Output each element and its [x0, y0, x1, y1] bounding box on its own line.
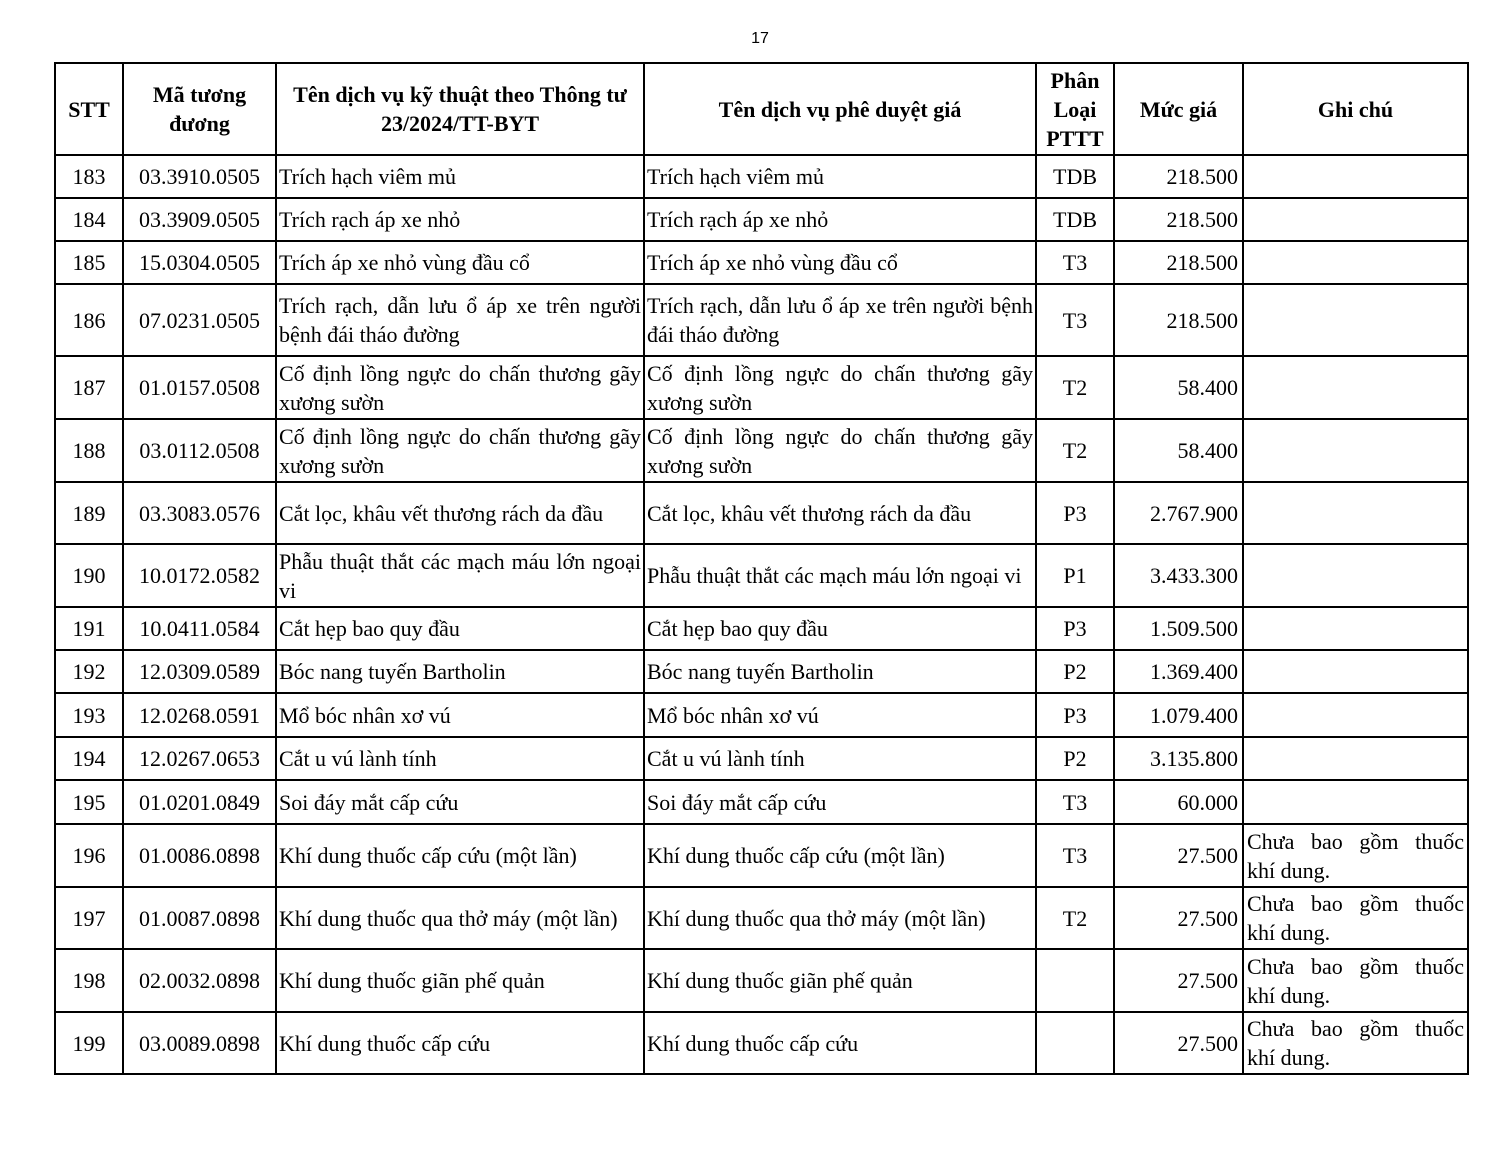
cell-stt: 193 [55, 693, 123, 737]
cell-service-name: Khí dung thuốc qua thở máy (một lần) [276, 887, 644, 949]
cell-approved-name: Trích hạch viêm mủ [644, 155, 1036, 198]
cell-stt: 188 [55, 419, 123, 482]
cell-approved-name: Mổ bóc nhân xơ vú [644, 693, 1036, 737]
cell-category: P3 [1036, 693, 1114, 737]
cell-category: T3 [1036, 824, 1114, 887]
table-row [55, 419, 1468, 482]
cell-service-name: Mổ bóc nhân xơ vú [276, 693, 644, 737]
cell-service-name: Khí dung thuốc cấp cứu (một lần) [276, 824, 644, 887]
cell-note [1243, 155, 1468, 198]
cell-stt: 184 [55, 198, 123, 241]
cell-note [1243, 356, 1468, 419]
cell-code: 01.0087.0898 [123, 887, 276, 949]
cell-category: T2 [1036, 419, 1114, 482]
cell-note [1243, 241, 1468, 284]
cell-approved-name: Trích rạch áp xe nhỏ [644, 198, 1036, 241]
cell-stt: 194 [55, 737, 123, 780]
cell-stt: 192 [55, 650, 123, 693]
cell-category: P3 [1036, 482, 1114, 544]
cell-note: Chưa bao gồm thuốc khí dung. [1243, 887, 1468, 949]
cell-code: 12.0309.0589 [123, 650, 276, 693]
table-row [55, 544, 1468, 607]
table-row [55, 1012, 1468, 1074]
cell-service-name: Trích rạch áp xe nhỏ [276, 198, 644, 241]
table-row [55, 607, 1468, 650]
cell-note [1243, 693, 1468, 737]
cell-price: 218.500 [1114, 155, 1243, 198]
header-note: Ghi chú [1243, 63, 1468, 155]
cell-note [1243, 737, 1468, 780]
cell-stt: 197 [55, 887, 123, 949]
cell-service-name: Bóc nang tuyến Bartholin [276, 650, 644, 693]
cell-price: 218.500 [1114, 284, 1243, 356]
cell-approved-name: Cố định lồng ngực do chấn thương gãy xương sườn [644, 419, 1036, 482]
cell-category: TDB [1036, 198, 1114, 241]
cell-note: Chưa bao gồm thuốc khí dung. [1243, 949, 1468, 1012]
cell-price: 1.509.500 [1114, 607, 1243, 650]
cell-category [1036, 1012, 1114, 1074]
cell-stt: 186 [55, 284, 123, 356]
cell-approved-name: Cố định lồng ngực do chấn thương gãy xương sườn [644, 356, 1036, 419]
cell-service-name: Cắt hẹp bao quy đầu [276, 607, 644, 650]
cell-code: 03.3083.0576 [123, 482, 276, 544]
cell-price: 27.500 [1114, 949, 1243, 1012]
cell-price: 27.500 [1114, 824, 1243, 887]
cell-code: 01.0201.0849 [123, 780, 276, 824]
page-number: 17 [751, 30, 769, 47]
table-row [55, 284, 1468, 356]
price-table [54, 62, 1469, 1075]
cell-approved-name: Khí dung thuốc cấp cứu [644, 1012, 1036, 1074]
cell-stt: 187 [55, 356, 123, 419]
table-row [55, 737, 1468, 780]
cell-approved-name: Soi đáy mắt cấp cứu [644, 780, 1036, 824]
cell-note [1243, 482, 1468, 544]
cell-price: 58.400 [1114, 419, 1243, 482]
cell-approved-name: Cắt hẹp bao quy đầu [644, 607, 1036, 650]
cell-note: Chưa bao gồm thuốc khí dung. [1243, 824, 1468, 887]
header-row [55, 63, 1468, 155]
cell-service-name: Khí dung thuốc giãn phế quản [276, 949, 644, 1012]
cell-service-name: Trích hạch viêm mủ [276, 155, 644, 198]
cell-stt: 195 [55, 780, 123, 824]
cell-note [1243, 650, 1468, 693]
cell-stt: 199 [55, 1012, 123, 1074]
cell-category: TDB [1036, 155, 1114, 198]
cell-approved-name: Cắt u vú lành tính [644, 737, 1036, 780]
cell-approved-name: Trích áp xe nhỏ vùng đầu cổ [644, 241, 1036, 284]
cell-stt: 191 [55, 607, 123, 650]
cell-code: 12.0267.0653 [123, 737, 276, 780]
table-row [55, 949, 1468, 1012]
cell-service-name: Cố định lồng ngực do chấn thương gãy xương sườn [276, 419, 644, 482]
cell-code: 10.0411.0584 [123, 607, 276, 650]
cell-price: 3.433.300 [1114, 544, 1243, 607]
cell-price: 1.369.400 [1114, 650, 1243, 693]
cell-note [1243, 607, 1468, 650]
cell-note [1243, 198, 1468, 241]
cell-price: 218.500 [1114, 198, 1243, 241]
header-price: Mức giá [1114, 63, 1243, 155]
cell-category: T2 [1036, 356, 1114, 419]
cell-price: 2.767.900 [1114, 482, 1243, 544]
cell-price: 58.400 [1114, 356, 1243, 419]
table-row [55, 356, 1468, 419]
cell-approved-name: Khí dung thuốc cấp cứu (một lần) [644, 824, 1036, 887]
cell-code: 12.0268.0591 [123, 693, 276, 737]
cell-service-name: Cắt lọc, khâu vết thương rách da đầu [276, 482, 644, 544]
cell-note [1243, 780, 1468, 824]
cell-category [1036, 949, 1114, 1012]
cell-stt: 183 [55, 155, 123, 198]
cell-code: 03.0112.0508 [123, 419, 276, 482]
cell-price: 27.500 [1114, 1012, 1243, 1074]
cell-approved-name: Cắt lọc, khâu vết thương rách da đầu [644, 482, 1036, 544]
cell-approved-name: Khí dung thuốc qua thở máy (một lần) [644, 887, 1036, 949]
cell-service-name: Cắt u vú lành tính [276, 737, 644, 780]
table-row [55, 482, 1468, 544]
cell-code: 15.0304.0505 [123, 241, 276, 284]
table-row [55, 198, 1468, 241]
header-service-name: Tên dịch vụ kỹ thuật theo Thông tư 23/2024/TT-BYT [276, 63, 644, 155]
cell-note [1243, 544, 1468, 607]
cell-stt: 190 [55, 544, 123, 607]
cell-stt: 189 [55, 482, 123, 544]
cell-price: 1.079.400 [1114, 693, 1243, 737]
table-row [55, 693, 1468, 737]
cell-code: 10.0172.0582 [123, 544, 276, 607]
cell-category: P3 [1036, 607, 1114, 650]
header-code: Mã tương đương [123, 63, 276, 155]
cell-price: 60.000 [1114, 780, 1243, 824]
cell-code: 03.3910.0505 [123, 155, 276, 198]
cell-stt: 185 [55, 241, 123, 284]
cell-price: 218.500 [1114, 241, 1243, 284]
header-stt: STT [55, 63, 123, 155]
cell-note [1243, 284, 1468, 356]
cell-service-name: Soi đáy mắt cấp cứu [276, 780, 644, 824]
cell-price: 3.135.800 [1114, 737, 1243, 780]
cell-service-name: Cố định lồng ngực do chấn thương gãy xương sườn [276, 356, 644, 419]
cell-price: 27.500 [1114, 887, 1243, 949]
table-row [55, 887, 1468, 949]
cell-service-name: Trích rạch, dẫn lưu ổ áp xe trên người bệnh đái tháo đường [276, 284, 644, 356]
cell-approved-name: Phẫu thuật thắt các mạch máu lớn ngoại vi [644, 544, 1036, 607]
cell-code: 07.0231.0505 [123, 284, 276, 356]
table-row [55, 824, 1468, 887]
cell-category: P2 [1036, 737, 1114, 780]
table-row [55, 650, 1468, 693]
cell-approved-name: Bóc nang tuyến Bartholin [644, 650, 1036, 693]
cell-category: T2 [1036, 887, 1114, 949]
header-approved-name: Tên dịch vụ phê duyệt giá [644, 63, 1036, 155]
cell-code: 01.0157.0508 [123, 356, 276, 419]
cell-category: P1 [1036, 544, 1114, 607]
table-row [55, 780, 1468, 824]
cell-code: 02.0032.0898 [123, 949, 276, 1012]
cell-category: T3 [1036, 241, 1114, 284]
cell-approved-name: Khí dung thuốc giãn phế quản [644, 949, 1036, 1012]
cell-stt: 196 [55, 824, 123, 887]
header-category: Phân Loại PTTT [1036, 63, 1114, 155]
table-row [55, 155, 1468, 198]
cell-code: 01.0086.0898 [123, 824, 276, 887]
cell-code: 03.3909.0505 [123, 198, 276, 241]
table-body [55, 155, 1468, 1074]
cell-approved-name: Trích rạch, dẫn lưu ổ áp xe trên người bệnh đái tháo đường [644, 284, 1036, 356]
table-row [55, 241, 1468, 284]
cell-code: 03.0089.0898 [123, 1012, 276, 1074]
cell-note [1243, 419, 1468, 482]
cell-category: T3 [1036, 780, 1114, 824]
cell-service-name: Phẫu thuật thắt các mạch máu lớn ngoại vi [276, 544, 644, 607]
cell-note: Chưa bao gồm thuốc khí dung. [1243, 1012, 1468, 1074]
cell-category: T3 [1036, 284, 1114, 356]
cell-stt: 198 [55, 949, 123, 1012]
cell-category: P2 [1036, 650, 1114, 693]
cell-service-name: Trích áp xe nhỏ vùng đầu cổ [276, 241, 644, 284]
cell-service-name: Khí dung thuốc cấp cứu [276, 1012, 644, 1074]
